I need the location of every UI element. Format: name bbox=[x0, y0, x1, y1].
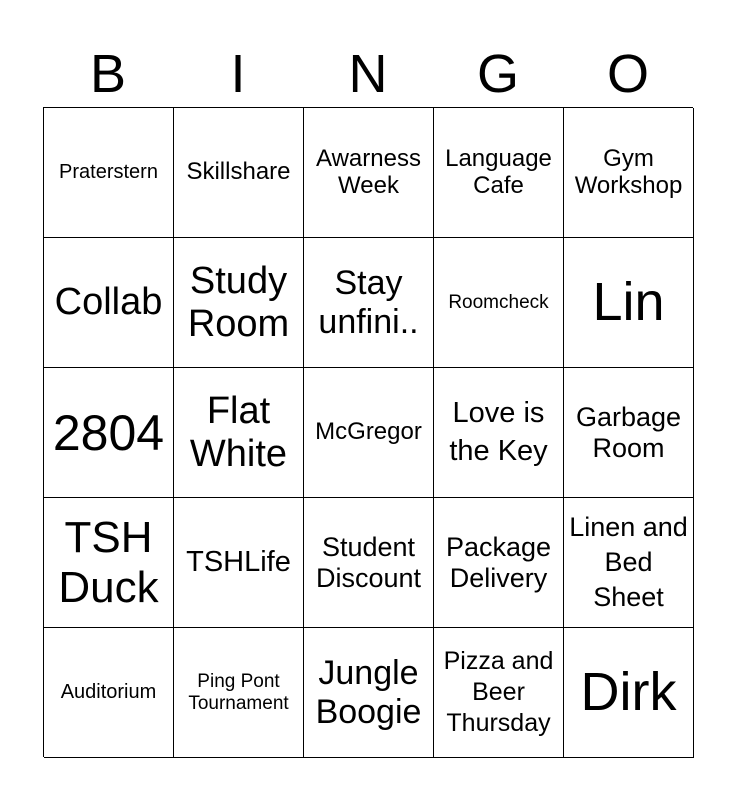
cell-label: Love is the Key bbox=[449, 396, 548, 467]
bingo-cell[interactable] bbox=[174, 628, 304, 758]
bingo-cell[interactable] bbox=[174, 498, 304, 628]
cell-label: 2804 bbox=[52, 404, 165, 461]
cell-label: TSHLife bbox=[186, 546, 291, 579]
bingo-cell[interactable] bbox=[564, 498, 694, 628]
cell-label: Student Discount bbox=[315, 532, 422, 593]
cell-label: Skillshare bbox=[186, 158, 291, 186]
cell-label: Collab bbox=[54, 281, 163, 324]
bingo-cell[interactable] bbox=[44, 108, 174, 238]
header-letter-g: G bbox=[476, 44, 519, 104]
cell-label: Flat White bbox=[189, 389, 288, 475]
bingo-cell[interactable] bbox=[434, 498, 564, 628]
cell-label: Praterstern bbox=[59, 161, 158, 184]
cell-label: Awarness Week bbox=[316, 144, 421, 199]
bingo-cell[interactable] bbox=[434, 368, 564, 498]
bingo-cell[interactable] bbox=[564, 628, 694, 758]
cell-label: Language Cafe bbox=[445, 144, 552, 199]
bingo-cell[interactable] bbox=[304, 498, 434, 628]
cell-label: Auditorium bbox=[60, 681, 157, 704]
cell-label: Roomcheck bbox=[448, 291, 549, 313]
bingo-cell[interactable] bbox=[44, 628, 174, 758]
bingo-cell[interactable] bbox=[304, 628, 434, 758]
header-letter-o: O bbox=[606, 44, 649, 104]
header-letter-b: B bbox=[89, 44, 127, 104]
bingo-cell[interactable] bbox=[564, 368, 694, 498]
cell-label: Stay unfini.. bbox=[318, 264, 419, 341]
header-letter-n: N bbox=[348, 44, 388, 104]
bingo-cell[interactable] bbox=[174, 238, 304, 368]
bingo-cell[interactable] bbox=[44, 498, 174, 628]
bingo-cell[interactable] bbox=[564, 238, 694, 368]
cell-label: Garbage Room bbox=[575, 402, 682, 463]
cell-label: TSH Duck bbox=[58, 513, 159, 612]
bingo-header bbox=[43, 42, 693, 106]
bingo-cell[interactable] bbox=[434, 628, 564, 758]
bingo-cell[interactable] bbox=[174, 108, 304, 238]
cell-label: Study Room bbox=[187, 259, 290, 345]
cell-label: Gym Workshop bbox=[574, 144, 683, 199]
cell-label: Jungle Boogie bbox=[315, 654, 422, 731]
cell-label: Lin bbox=[592, 272, 665, 333]
cell-label: Package Delivery bbox=[445, 532, 552, 593]
cell-label: Pizza and Beer Thursday bbox=[443, 646, 554, 738]
header-letter-i: I bbox=[230, 44, 246, 104]
bingo-cell[interactable] bbox=[434, 238, 564, 368]
bingo-cell[interactable] bbox=[304, 368, 434, 498]
bingo-cell[interactable] bbox=[304, 108, 434, 238]
cell-label: McGregor bbox=[315, 418, 422, 446]
bingo-cell[interactable] bbox=[304, 238, 434, 368]
cell-label: Linen and Bed Sheet bbox=[569, 511, 688, 613]
bingo-cell[interactable] bbox=[564, 108, 694, 238]
cell-label: Dirk bbox=[580, 662, 677, 723]
cell-label: Ping Pont Tournament bbox=[188, 671, 289, 714]
bingo-board bbox=[43, 107, 693, 757]
bingo-cell[interactable] bbox=[434, 108, 564, 238]
bingo-cell[interactable] bbox=[44, 238, 174, 368]
bingo-cell[interactable] bbox=[44, 368, 174, 498]
bingo-cell[interactable] bbox=[174, 368, 304, 498]
